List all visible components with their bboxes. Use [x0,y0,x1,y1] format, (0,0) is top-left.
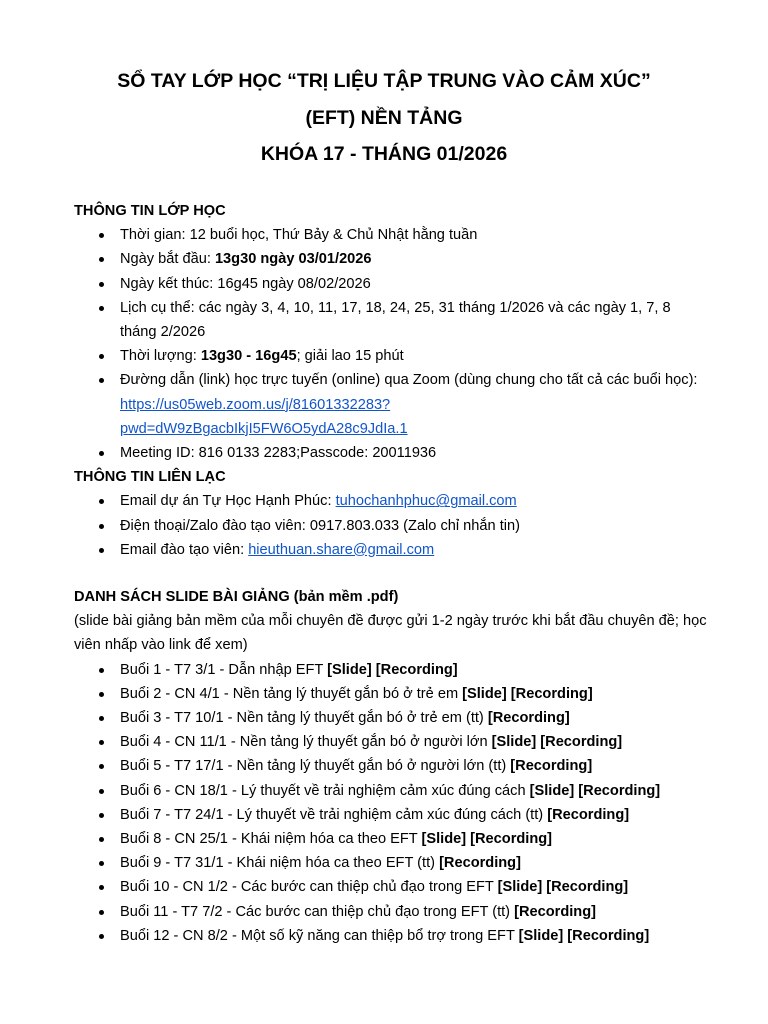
contact-list [74,489,708,562]
start-value: 13g30 ngày 03/01/2026 [214,251,372,268]
zoom-intro: Đường dẫn (link) học trực tuyến (online) qua Zoom (dùng chung cho tất cả các buổi học): [120,372,698,389]
session-title: Buổi 6 - CN 18/1 - Lý thuyết về trải nghiệm cảm xúc đúng cách [120,782,530,799]
trainer-email-link[interactable]: hieuthuan.share@gmail.com [248,541,435,558]
phone-text: Điện thoại/Zalo đào tạo viên: 0917.803.033 (Zalo chỉ nhắn tin) [120,517,520,534]
meeting-text: Meeting ID: 816 0133 2283;Passcode: 20011936 [120,445,437,462]
session-item [74,730,708,754]
list-item-project-email [74,489,708,513]
session-links[interactable]: [Slide] [Recording] [529,782,661,799]
list-item-duration [74,344,708,368]
list-item-end [74,272,708,296]
slides-section [74,585,708,948]
title-line-2: (EFT) NỀN TẢNG [305,106,463,129]
list-item-meeting [74,441,708,465]
session-links[interactable]: [Slide] [Recording] [491,734,623,751]
duration-value: 13g30 - 16g45 [200,348,297,365]
session-item [74,900,708,924]
session-item [74,803,708,827]
session-title: Buổi 3 - T7 10/1 - Nền tảng lý thuyết gắn bó ở trẻ em (tt) [120,710,488,727]
session-links[interactable]: [Recording] [547,806,630,823]
session-title: Buổi 9 - T7 31/1 - Khái niệm hóa ca theo EFT (tt) [120,855,440,872]
session-links[interactable]: [Recording] [510,758,593,775]
session-links[interactable]: [Slide] [Recording] [327,661,458,678]
session-links[interactable]: [Slide] [Recording] [518,927,650,944]
contact-heading: THÔNG TIN LIÊN LẠC [74,469,226,486]
session-title: Buổi 10 - CN 1/2 - Các bước can thiệp chủ đạo trong EFT [120,879,498,896]
session-links[interactable]: [Slide] [Recording] [421,831,553,848]
trainer-email-label: Email đào tạo viên: [120,541,249,558]
list-item-time [74,223,708,247]
session-links[interactable]: [Recording] [514,903,596,920]
session-title: Buổi 1 - T7 3/1 - Dẫn nhập EFT [120,661,328,678]
session-links[interactable]: [Recording] [487,710,570,727]
start-label: Ngày bắt đầu: [120,251,215,268]
session-title: Buổi 7 - T7 24/1 - Lý thuyết về trải nghiệm cảm xúc đúng cách (tt) [120,806,548,823]
list-item-trainer-email [74,538,708,562]
session-links[interactable]: [Slide] [Recording] [497,879,629,896]
duration-suffix: ; giải lao 15 phút [296,348,404,365]
zoom-link[interactable]: https://us05web.zoom.us/j/81601332283? pwd=dW9zBgacbIkjI5FW6O5ydA28c9JdIa.1 [120,396,408,437]
session-list [74,658,708,948]
class-info-section [74,199,708,562]
session-title: Buổi 11 - T7 7/2 - Các bước can thiệp chủ đạo trong EFT (tt) [120,903,515,920]
schedule-text: Lịch cụ thể: các ngày 3, 4, 10, 11, 17, 18, 24, 25, 31 tháng 1/2026 và các ngày 1, 7, 8 tháng 2/2026 [120,299,671,341]
session-links[interactable]: [Slide] [Recording] [462,685,593,702]
session-links[interactable]: [Recording] [439,855,521,872]
list-item-phone [74,514,708,538]
session-item [74,658,708,682]
class-info-list [74,223,708,465]
session-item [74,851,708,875]
class-info-heading: THÔNG TIN LỚP HỌC [74,203,226,219]
duration-label: Thời lượng: [120,348,201,365]
session-item [74,682,708,706]
list-item-schedule [74,296,708,344]
session-item [74,779,708,803]
session-item [74,754,708,778]
title-line-3: KHÓA 17 - THÁNG 01/2026 [260,143,508,165]
session-title: Buổi 5 - T7 17/1 - Nền tảng lý thuyết gắn bó ở người lớn (tt) [120,758,511,775]
list-item-start [74,247,708,271]
slides-note: (slide bài giảng bản mềm của mỗi chuyên đề được gửi 1-2 ngày trước khi bắt đầu chuyên đề; học viên nhấp vào link để xem) [74,613,707,654]
session-item [74,875,708,899]
end-text: Ngày kết thúc: 16g45 ngày 08/02/2026 [120,275,371,292]
slides-heading: DANH SÁCH SLIDE BÀI GIẢNG (bản mềm .pdf) [74,589,399,605]
list-item-zoom [74,368,708,441]
session-title: Buổi 4 - CN 11/1 - Nền tảng lý thuyết gắn bó ở người lớn [120,734,492,751]
session-item [74,706,708,730]
document-title [0,63,768,173]
session-title: Buổi 2 - CN 4/1 - Nền tảng lý thuyết gắn bó ở trẻ em [120,685,463,702]
session-title: Buổi 8 - CN 25/1 - Khái niệm hóa ca theo EFT [120,831,422,848]
project-email-label: Email dự án Tự Học Hạnh Phúc: [120,493,336,510]
time-text: Thời gian: 12 buổi học, Thứ Bảy & Chủ Nhật hằng tuần [120,227,478,244]
session-item [74,924,708,948]
project-email-link[interactable]: tuhochanhphuc@gmail.com [335,493,517,510]
title-line-1: SỔ TAY LỚP HỌC “TRỊ LIỆU TẬP TRUNG VÀO CẢM XÚC” [117,70,651,92]
session-item [74,827,708,851]
session-title: Buổi 12 - CN 8/2 - Một số kỹ năng can thiệp bổ trợ trong EFT [120,927,519,944]
